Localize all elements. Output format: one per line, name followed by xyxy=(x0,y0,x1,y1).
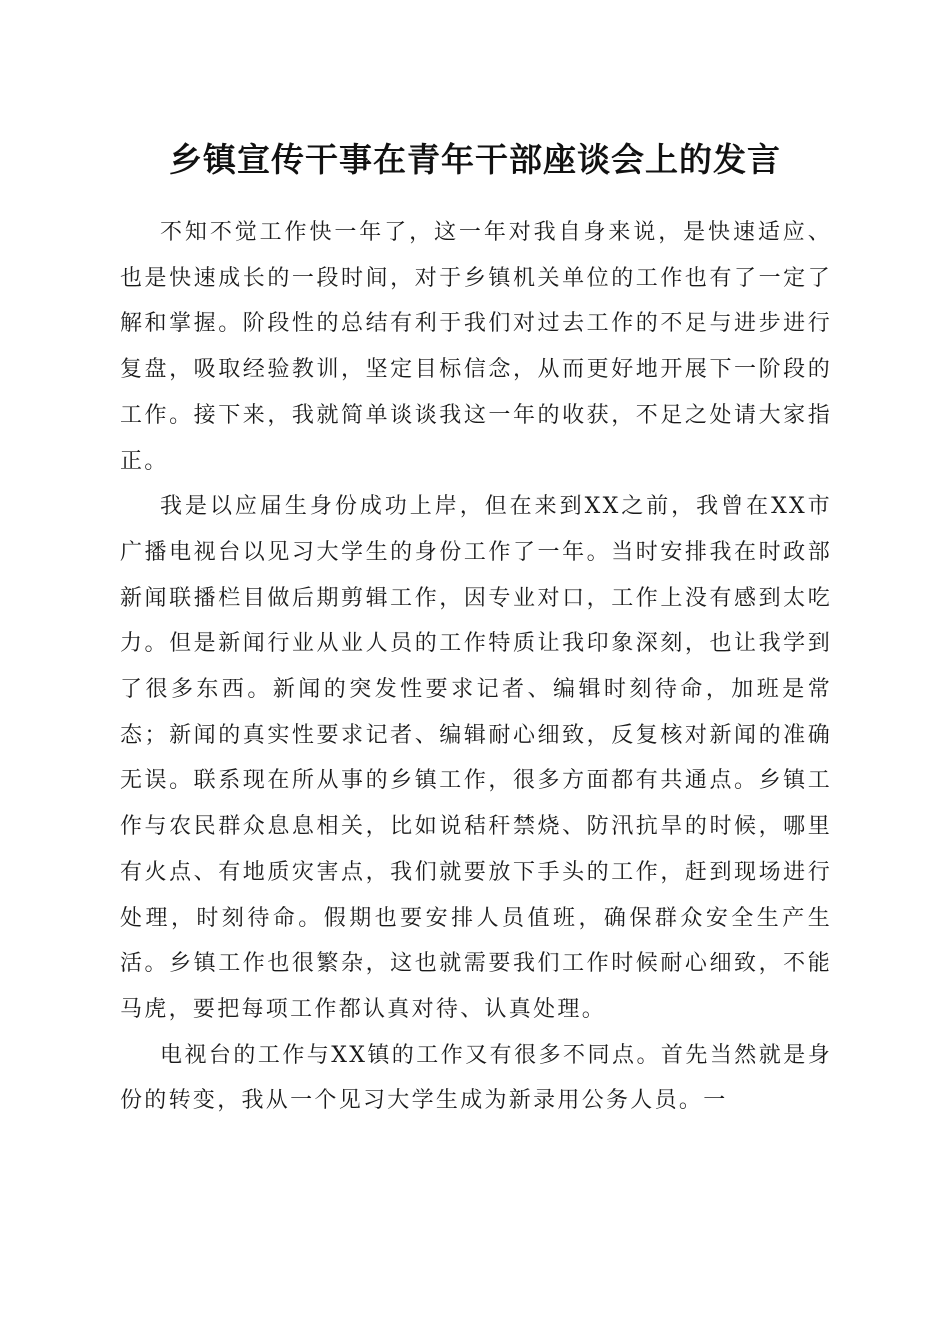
paragraph-tv-station-experience: 我是以应届生身份成功上岸，但在来到XX之前，我曾在XX市广播电视台以见习大学生的身份工作了一年。当时安排我在时政部新闻联播栏目做后期剪辑工作，因专业对口，工作上没有感到太吃力。但是新闻行业从业人员的工作特质让我印象深刻，也让我学到了很多东西。新闻的突发性要求记者、编辑时刻待命，加班是常态；新闻的真实性要求记者、编辑耐心细致，反复核对新闻的准确无误。联系现在所从事的乡镇工作，很多方面都有共通点。乡镇工作与农民群众息息相关，比如说秸秆禁烧、防汛抗旱的时候，哪里有火点、有地质灾害点，我们就要放下手头的工作，赶到现场进行处理，时刻待命。假期也要安排人员值班，确保群众安全生产生活。乡镇工作也很繁杂，这也就需要我们工作时候耐心细致，不能马虎，要把每项工作都认真对待、认真处理。 xyxy=(120,494,832,1022)
document-title: 乡镇宣传干事在青年干部座谈会上的发言 xyxy=(169,140,781,179)
paragraph-differences: 电视台的工作与XX镇的工作又有很多不同点。首先当然就是身份的转变，我从一个见习大学生成为新录用公务人员。一 xyxy=(120,1042,832,1114)
document-body xyxy=(120,210,832,1124)
paragraph-intro: 不知不觉工作快一年了，这一年对我自身来说，是快速适应、也是快速成长的一段时间，对于乡镇机关单位的工作也有了一定了解和掌握。阶段性的总结有利于我们对过去工作的不足与进步进行复盘，吸取经验教训，坚定目标信念，从而更好地开展下一阶段的工作。接下来，我就简单谈谈我这一年的收获，不足之处请大家指正。 xyxy=(120,220,832,474)
